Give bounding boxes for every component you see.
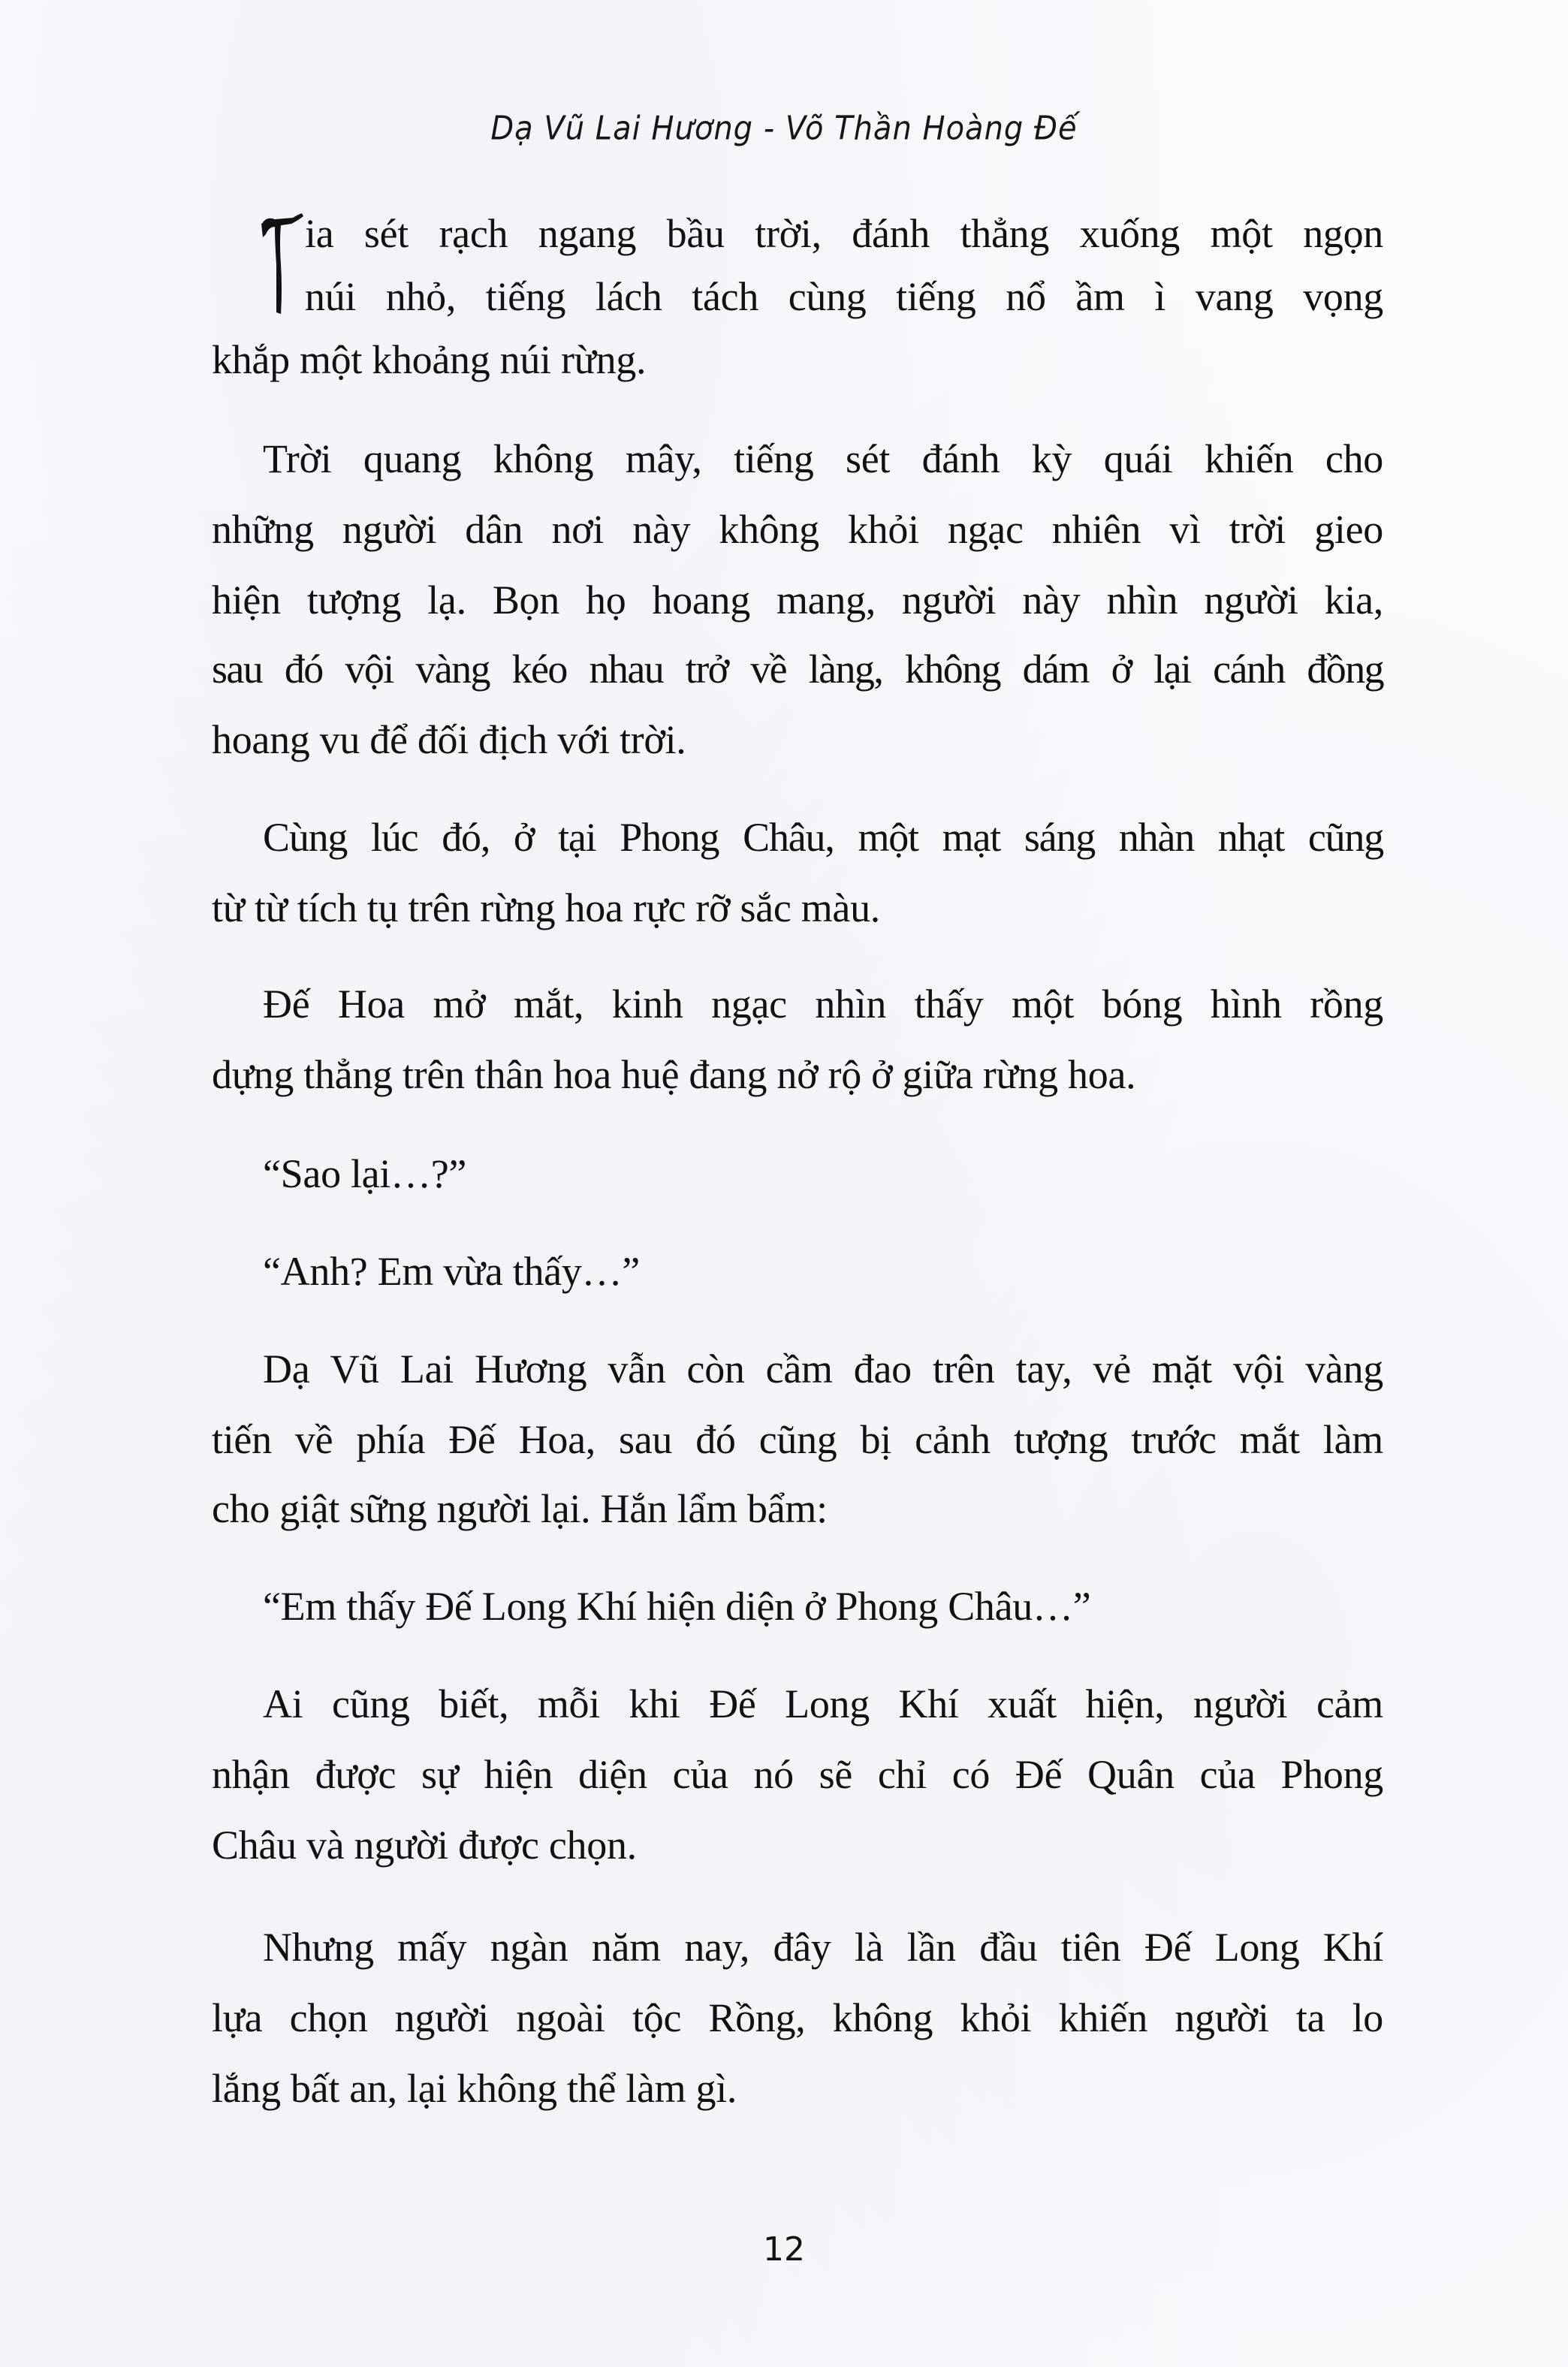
running-header-title: Dạ Vũ Lai Hương - Võ Thần Hoàng Đế	[490, 109, 1078, 148]
dialogue-line-2: “Anh? Em vừa thấy…”	[263, 1249, 640, 1294]
paragraph-2-line-3: hiện tượng lạ. Bọn họ hoang mang, người này nhìn người kia,	[212, 577, 1383, 623]
paragraph-7-line-3: cho giật sững người lại. Hắn lẩm bẩm:	[212, 1486, 828, 1531]
paragraph-2-line-5: hoang vu để đối địch với trời.	[212, 717, 686, 762]
paragraph-3-line-1: Cùng lúc đó, ở tại Phong Châu, một mạt sáng nhàn nhạt cũng	[263, 815, 1383, 860]
paragraph-9-line-3: Châu và người được chọn.	[212, 1823, 637, 1868]
paragraph-4-line-2: dựng thẳng trên thân hoa huệ đang nở rộ ở giữa rừng hoa.	[212, 1052, 1136, 1097]
paragraph-2-line-2: những người dân nơi này không khỏi ngạc nhiên vì trời gieo	[212, 507, 1383, 552]
paragraph-2-line-4: sau đó vội vàng kéo nhau trở về làng, không dám ở lại cánh đồng	[212, 647, 1383, 692]
paragraph-7-line-2: tiến về phía Đế Hoa, sau đó cũng bị cảnh tượng trước mắt làm	[212, 1417, 1383, 1462]
paragraph-3-line-2: từ từ tích tụ trên rừng hoa rực rỡ sắc màu.	[212, 885, 880, 930]
paragraph-4-line-1: Đế Hoa mở mắt, kinh ngạc nhìn thấy một bóng hình rồng	[263, 981, 1383, 1027]
paragraph-1-line-1: ia sét rạch ngang bầu trời, đánh thẳng xuống một ngọn	[305, 211, 1383, 256]
paragraph-10-line-3: lắng bất an, lại không thể làm gì.	[212, 2066, 737, 2111]
paragraph-1-line-3: khắp một khoảng núi rừng.	[212, 337, 647, 382]
drop-cap-t-icon	[260, 212, 305, 317]
page-number: 12	[763, 2230, 805, 2269]
paragraph-7-line-1: Dạ Vũ Lai Hương vẫn còn cầm đao trên tay, vẻ mặt vội vàng	[263, 1346, 1383, 1392]
paragraph-2-line-1: Trời quang không mây, tiếng sét đánh kỳ quái khiến cho	[263, 436, 1383, 481]
dialogue-line-1: “Sao lại…?”	[263, 1151, 467, 1196]
paragraph-1-line-2: núi nhỏ, tiếng lách tách cùng tiếng nổ ầm ì vang vọng	[305, 274, 1383, 319]
dialogue-line-3: “Em thấy Đế Long Khí hiện diện ở Phong Châu…”	[263, 1584, 1091, 1629]
paragraph-10-line-1: Nhưng mấy ngàn năm nay, đây là lần đầu tiên Đế Long Khí	[263, 1925, 1383, 1970]
paragraph-10-line-2: lựa chọn người ngoài tộc Rồng, không khỏi khiến người ta lo	[212, 1995, 1383, 2040]
paragraph-9-line-1: Ai cũng biết, mỗi khi Đế Long Khí xuất hiện, người cảm	[263, 1681, 1383, 1726]
paragraph-9-line-2: nhận được sự hiện diện của nó sẽ chỉ có Đế Quân của Phong	[212, 1752, 1383, 1797]
